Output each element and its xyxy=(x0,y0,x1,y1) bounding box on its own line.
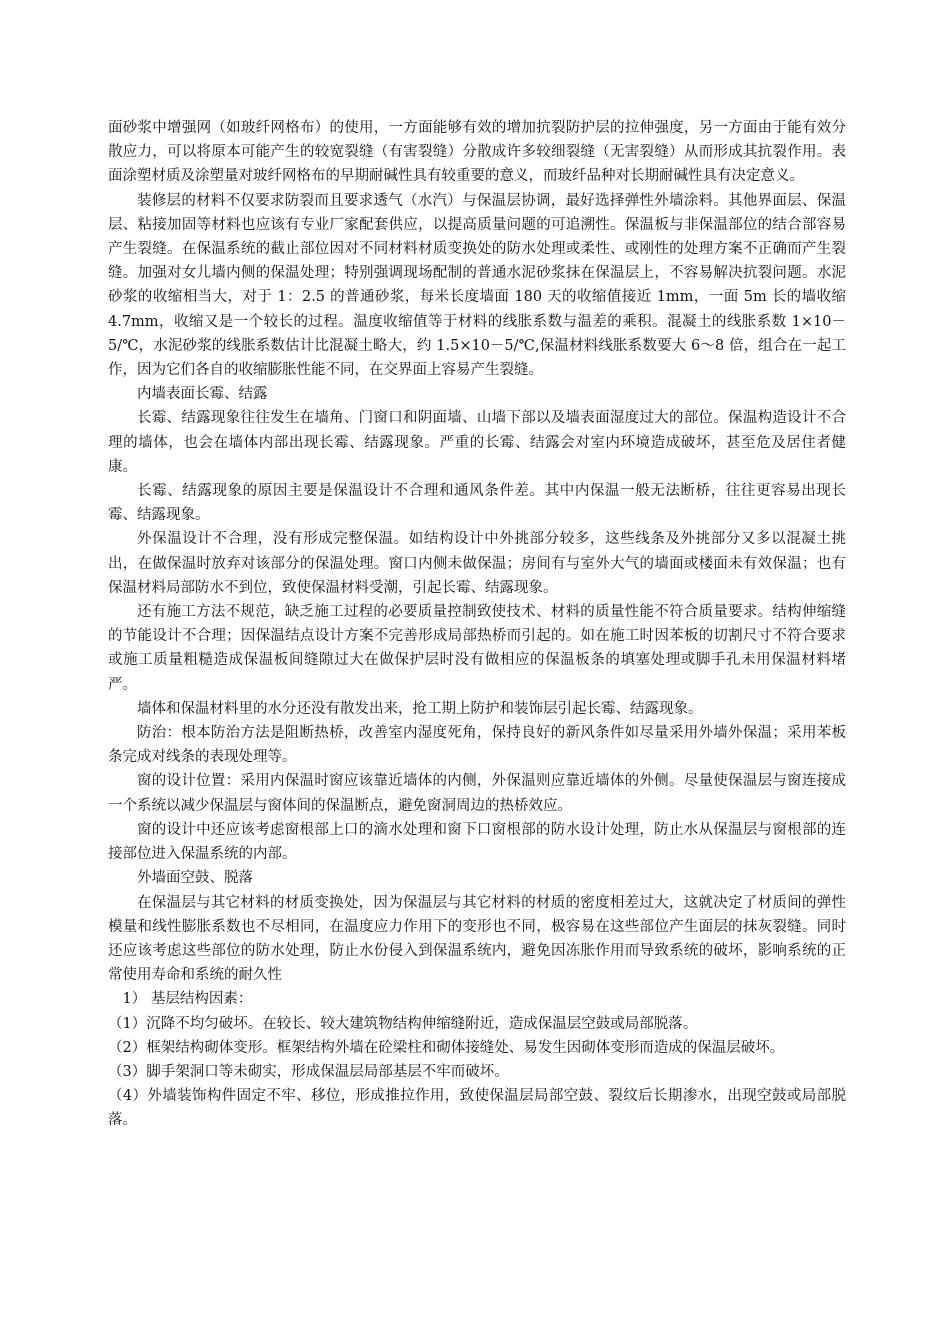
paragraph-window-position: 窗的设计位置：采用内保温时窗应该靠近墙体的内侧，外保温则应靠近墙体的外侧。尽量使保温层与窗连接成一个系统以减少保温层与窗体间的保温断点，避免窗洞周边的热桥效应。 xyxy=(108,773,846,814)
paragraph-prevention: 防治：根本防治方法是阻断热桥，改善室内湿度死角，保持良好的新风条件如尽量采用外墙外保温；采用苯板条完成对线条的表现处理等。 xyxy=(108,725,846,766)
list-item-scaffold-holes: （3）脚手架洞口等未砌实，形成保温层局部基层不牢而破坏。 xyxy=(108,1063,509,1080)
paragraph-mold-locations: 长霉、结露现象往往发生在墙角、门窗口和阴面墙、山墙下部以及墙表面湿度过大的部位。保温构造设计不合理的墙体，也会在墙体内部出现长霉、结露现象。严重的长霉、结露会对室内环境造成破坏，甚至危及居住者健康。 xyxy=(108,410,846,475)
paragraph-external-insulation-design: 外保温设计不合理，没有形成完整保温。如结构设计中外挑部分较多，这些线条及外挑部分又多以混凝土挑出，在做保温时放弃对该部分的保温处理。窗口内侧未做保温；房间有与室外大气的墙面或楼面未有效保温；也有保温材料局部防水不到位，致使保温材料受潮，引起长霉、结露现象。 xyxy=(108,531,846,596)
paragraph-moisture: 墙体和保温材料里的水分还没有散发出来，抢工期上防护和装饰层引起长霉、结露现象。 xyxy=(137,700,703,717)
paragraph-mold-causes: 长霉、结露现象的原因主要是保温设计不合理和通风条件差。其中内保温一般无法断桥，往往更容易出现长霉、结露现象。 xyxy=(108,483,846,524)
list-item-frame-deformation: （2）框架结构砌体变形。框架结构外墙在砼梁柱和砌体接缝处、易发生因砌体变形而造成的保温层破坏。 xyxy=(108,1039,785,1056)
paragraph-construction-methods: 还有施工方法不规范，缺乏施工过程的必要质量控制致使技术、材料的质量性能不符合质量要求。结构伸缩缝的节能设计不合理；因保温结点设计方案不完善形成局部热桥而引起的。如在施工时因苯板的切割尺寸不符合要求或施工质量粗糙造成保温板间缝隙过大在做保护层时没有做相应的保温板条的填塞处理或脚手孔未用保温材料堵严。 xyxy=(108,604,846,693)
list-heading-base-structure: 1） 基层结构因素： xyxy=(122,991,253,1008)
section-heading-hollowing-detachment: 外墙面空鼓、脱落 xyxy=(137,870,253,887)
paragraph-mesh-reinforcement: 面砂浆中增强网（如玻纤网格布）的使用，一方面能够有效的增加抗裂防护层的拉伸强度，另一方面由于能有效分散应力，可以将原本可能产生的较宽裂缝（有害裂缝）分散成许多较细裂缝（无害裂缝）从而形成其抗裂作用。表面涂塑材质及涂塑量对玻纤网格布的早期耐碱性具有较重要的意义，而玻纤品种对长期耐碱性具有决定意义。 xyxy=(108,120,846,185)
paragraph-window-drip: 窗的设计中还应该考虑窗根部上口的滴水处理和窗下口窗根部的防水设计处理，防止水从保温层与窗根部的连接部位进入保温系统的内部。 xyxy=(108,821,846,863)
list-item-decorative-components: （4）外墙装饰构件固定不牢、移位，形成推拉作用，致使保温层局部空鼓、裂纹后长期渗水，出现空鼓或局部脱落。 xyxy=(108,1088,846,1129)
document-page xyxy=(108,116,846,1133)
paragraph-finish-layer: 装修层的材料不仅要求防裂而且要求透气（水汽）与保温层协调，最好选择弹性外墙涂料。其他界面层、保温层、粘接加固等材料也应该有专业厂家配套供应，以提高质量问题的可追溯性。保温板与非保温部位的结合部容易产生裂缝。在保温系统的截止部位因对不同材料材质变换处的防水处理或柔性、或刚性的处理方案不正确而产生裂缝。加强对女儿墙内侧的保温处理；特别强调现场配制的普通水泥砂浆抹在保温层上，不容易解决抗裂问题。水泥砂浆的收缩相当大，对于 1：2.5 的普通砂浆，每米长度墙面 180 天的收缩值接近 1mm，一面 5m 长的墙收缩 4.7mm，收缩又是一个较长的过程。温度收缩值等于材料的线胀系数与温差的乘积。混凝土的线胀系数 1×10－5/℃，水泥砂浆的线胀系数估计比混凝土略大，约 1.5×10－5/℃,保温材料线胀系数要大 6～8 倍，组合在一起工作，因为它们各自的收缩膨胀性能不同，在交界面上容易产生裂缝。 xyxy=(108,192,846,379)
paragraph-material-transition: 在保温层与其它材料的材质变换处，因为保温层与其它材料的材质的密度相差过大，这就决定了材质间的弹性模量和线性膨胀系数也不尽相同，在温度应力作用下的变形也不同，极容易在这些部位产生面层的抹灰裂缝。同时还应该考虑这些部位的防水处理，防止水份侵入到保温系统内，避免因冻胀作用而导致系统的破坏，影响系统的正常使用寿命和系统的耐久性 xyxy=(108,894,846,984)
list-item-settlement: （1）沉降不均匀破坏。在较长、较大建筑物结构伸缩缝附近，造成保温层空鼓或局部脱落。 xyxy=(108,1015,698,1032)
section-heading-mold-condensation: 内墙表面长霉、结露 xyxy=(137,386,268,403)
